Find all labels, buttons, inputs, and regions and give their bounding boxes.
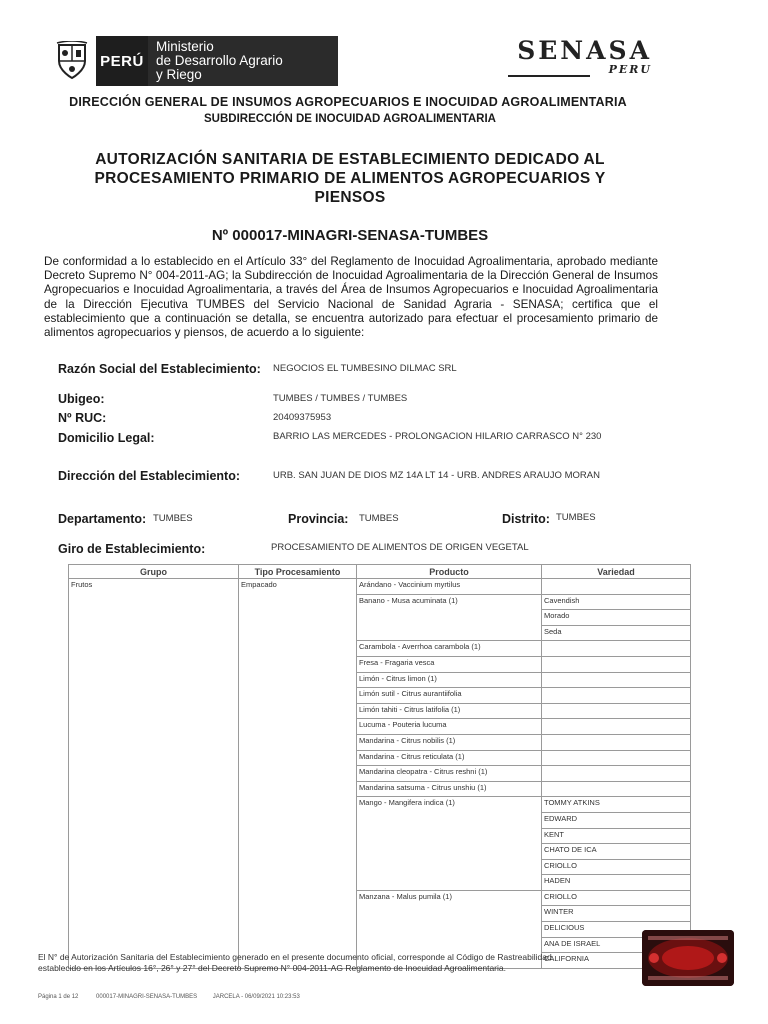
table-row (69, 719, 691, 735)
ministry-line-1: Ministerio (156, 39, 214, 54)
cell-variedad (542, 719, 691, 735)
table-header-row (69, 565, 691, 579)
cell-grupo (69, 641, 239, 657)
footer-code: 000017-MINAGRI-SENASA-TUMBES (96, 994, 198, 1000)
cell-tipo (239, 781, 357, 797)
senasa-peru: PERU (608, 63, 652, 76)
cell-producto: Limón tahiti - Citrus latifolia (1) (357, 703, 542, 719)
cell-tipo (239, 906, 357, 922)
ruc-label: Nº RUC: (58, 411, 107, 425)
table-row (69, 828, 691, 844)
giro-value: PROCESAMIENTO DE ALIMENTOS DE ORIGEN VEGETAL (271, 542, 529, 553)
distrito-value: TUMBES (556, 512, 596, 523)
cell-variedad (542, 781, 691, 797)
senasa-name: SENASA (517, 36, 652, 65)
footer-user-date: JARCELA - 06/09/2021 10:23:53 (212, 994, 300, 1000)
razon-label: Razón Social del Establecimiento: (58, 362, 261, 376)
departamento-value: TUMBES (153, 513, 193, 524)
cell-tipo (239, 625, 357, 641)
table-row (69, 579, 691, 595)
cell-producto (357, 922, 542, 938)
cell-producto: Limón - Citrus limon (1) (357, 672, 542, 688)
table-row (69, 750, 691, 766)
cell-variedad: Cavendish (542, 594, 691, 610)
cell-grupo (69, 906, 239, 922)
table-row (69, 937, 691, 953)
cell-variedad: WINTER (542, 906, 691, 922)
cell-producto: Mandarina - Citrus reticulata (1) (357, 750, 542, 766)
cell-variedad (542, 734, 691, 750)
title-line-1: AUTORIZACIÓN SANITARIA DE ESTABLECIMIENTO DEDICADO AL (95, 151, 605, 168)
cell-grupo (69, 797, 239, 813)
direccion-label: Dirección del Establecimiento: (58, 469, 240, 483)
cell-grupo (69, 937, 239, 953)
cell-grupo (69, 625, 239, 641)
cell-grupo (69, 656, 239, 672)
domicilio-label: Domicilio Legal: (58, 431, 155, 445)
footer-note: El N° de Autorización Sanitaria del Establecimiento generado en el presente documento oficial, corresponde al Código de Rastreabilidad establecido en los Artículos 16°, 26° y 27° del Decreto Supremo N° 004-2011-AG Reglamento de Inocuidad Agroalimentaria. (38, 952, 552, 973)
cell-grupo: Frutos (69, 579, 239, 595)
cell-tipo (239, 766, 357, 782)
ministry-logo (48, 36, 338, 86)
cell-producto (357, 828, 542, 844)
cell-tipo (239, 688, 357, 704)
ministry-line-2: de Desarrollo Agrario (156, 53, 283, 68)
cell-tipo (239, 656, 357, 672)
cell-tipo (239, 844, 357, 860)
cell-variedad (542, 703, 691, 719)
giro-label: Giro de Establecimiento: (58, 542, 206, 556)
cell-grupo (69, 703, 239, 719)
direccion-value: URB. SAN JUAN DE DIOS MZ 14A LT 14 - URB. ANDRES ARAUJO MORAN (273, 470, 600, 481)
cell-producto: Mandarina cleopatra - Citrus reshni (1) (357, 766, 542, 782)
table-row (69, 875, 691, 891)
cell-variedad (542, 579, 691, 595)
cell-tipo: Empacado (239, 579, 357, 595)
cell-tipo (239, 750, 357, 766)
cell-grupo (69, 610, 239, 626)
cell-producto (357, 875, 542, 891)
cell-grupo (69, 594, 239, 610)
table-row (69, 672, 691, 688)
table-row (69, 859, 691, 875)
ministry-line-3: y Riego (156, 67, 202, 82)
cell-producto (357, 610, 542, 626)
cell-tipo (239, 797, 357, 813)
table-row (69, 656, 691, 672)
table-row (69, 594, 691, 610)
table-row (69, 641, 691, 657)
cell-variedad (542, 641, 691, 657)
table-row (69, 688, 691, 704)
cell-tipo (239, 875, 357, 891)
cell-variedad: DELICIOUS (542, 922, 691, 938)
table-row (69, 610, 691, 626)
table-body (69, 579, 691, 969)
cell-variedad (542, 750, 691, 766)
cell-variedad: TOMMY ATKINS (542, 797, 691, 813)
table-row (69, 734, 691, 750)
cell-variedad: Morado (542, 610, 691, 626)
cell-variedad: EDWARD (542, 812, 691, 828)
cell-variedad: CHATO DE ICA (542, 844, 691, 860)
table-row (69, 625, 691, 641)
table-row (69, 812, 691, 828)
cell-producto: Arándano - Vaccinium myrtilus (357, 579, 542, 595)
cell-producto: Lucuma - Pouteria lucuma (357, 719, 542, 735)
table-row (69, 906, 691, 922)
cell-tipo (239, 610, 357, 626)
header-producto: Producto (357, 565, 542, 579)
cell-variedad: KENT (542, 828, 691, 844)
cell-tipo (239, 672, 357, 688)
departamento-label: Departamento: (58, 512, 147, 526)
ruc-value: 20409375953 (273, 412, 332, 423)
cell-grupo (69, 719, 239, 735)
certificate-number: Nº 000017-MINAGRI-SENASA-TUMBES (211, 227, 489, 244)
cell-producto (357, 625, 542, 641)
provincia-value: TUMBES (359, 513, 399, 524)
footer-page: Página 1 de 12 (38, 994, 79, 1000)
cell-grupo (69, 812, 239, 828)
header-variedad: Variedad (542, 565, 691, 579)
cell-producto (357, 859, 542, 875)
cell-tipo (239, 812, 357, 828)
senasa-logo (502, 36, 652, 76)
cell-tipo (239, 828, 357, 844)
body-paragraph: De conformidad a lo establecido en el Artículo 33° del Reglamento de Inocuidad Agroalimentaria, aprobado mediante Decreto Supremo N° 004-2011-AG; la Subdirección de Inocuidad Agroalimentaria de la Dirección General de Insumos Agropecuarios e Inocuidad Agroalimentaria, a través del Área de Insumos Agropecuarios e Inocuidad Agroalimentaria de la Dirección Ejecutiva TUMBES del Servicio Nacional de Sanidad Agraria - SENASA; certifica que el establecimiento que a continuación se detalla, se encuentra autorizado para efectuar el procesamiento primario de alimentos agropecuarios y piensos, de acuerdo a lo siguiente: (44, 255, 658, 340)
cell-producto: Banano - Musa acuminata (1) (357, 594, 542, 610)
provincia-label: Provincia: (288, 512, 349, 526)
cell-tipo (239, 703, 357, 719)
cell-grupo (69, 844, 239, 860)
cell-grupo (69, 734, 239, 750)
cell-grupo (69, 750, 239, 766)
table-row (69, 890, 691, 906)
cell-tipo (239, 594, 357, 610)
cell-tipo (239, 859, 357, 875)
cell-variedad (542, 672, 691, 688)
cell-producto: Mango - Mangifera indica (1) (357, 797, 542, 813)
cell-grupo (69, 688, 239, 704)
cell-variedad: CRIOLLO (542, 859, 691, 875)
footer-meta (38, 994, 300, 1000)
ubigeo-value: TUMBES / TUMBES / TUMBES (273, 393, 408, 404)
table-row (69, 797, 691, 813)
senasa-rule (508, 75, 590, 77)
cell-grupo (69, 890, 239, 906)
cell-variedad (542, 688, 691, 704)
cell-grupo (69, 766, 239, 782)
cell-grupo (69, 875, 239, 891)
table-row (69, 922, 691, 938)
cell-producto: Mandarina - Citrus nobilis (1) (357, 734, 542, 750)
cell-grupo (69, 828, 239, 844)
cell-grupo (69, 781, 239, 797)
table-row (69, 703, 691, 719)
cell-producto: Limón sutil - Citrus aurantiifolia (357, 688, 542, 704)
cell-variedad: Seda (542, 625, 691, 641)
ministry-name (148, 36, 338, 86)
cell-variedad (542, 766, 691, 782)
table-row (69, 766, 691, 782)
header-tipo: Tipo Procesamiento (239, 565, 357, 579)
cell-variedad: CRIOLLO (542, 890, 691, 906)
cell-tipo (239, 922, 357, 938)
title-line-3: PIENSOS (314, 189, 386, 206)
hologram-seal (642, 930, 734, 986)
cell-tipo (239, 734, 357, 750)
cell-tipo (239, 890, 357, 906)
cell-variedad (542, 656, 691, 672)
peru-label: PERÚ (96, 36, 148, 86)
cell-tipo (239, 641, 357, 657)
cell-producto (357, 844, 542, 860)
title-line-2: PROCESAMIENTO PRIMARIO DE ALIMENTOS AGROPECUARIOS Y (94, 170, 606, 187)
products-table (68, 564, 688, 969)
direction-heading: DIRECCIÓN GENERAL DE INSUMOS AGROPECUARIOS E INOCUIDAD AGROALIMENTARIA (69, 95, 627, 109)
cell-tipo (239, 937, 357, 953)
cell-producto (357, 812, 542, 828)
cell-variedad: HADEN (542, 875, 691, 891)
ubigeo-label: Ubigeo: (58, 392, 105, 406)
cell-tipo (239, 719, 357, 735)
razon-value: NEGOCIOS EL TUMBESINO DILMAC SRL (273, 363, 457, 374)
cell-producto: Manzana - Malus pumila (1) (357, 890, 542, 906)
cell-grupo (69, 922, 239, 938)
coat-of-arms-icon (48, 36, 96, 86)
cell-grupo (69, 672, 239, 688)
distrito-label: Distrito: (502, 512, 550, 526)
cell-producto (357, 906, 542, 922)
table-row (69, 781, 691, 797)
cell-producto: Carambola - Averrhoa carambola (1) (357, 641, 542, 657)
cell-variedad: ANA DE ISRAEL (542, 937, 691, 953)
cell-grupo (69, 859, 239, 875)
domicilio-value: BARRIO LAS MERCEDES - PROLONGACION HILARIO CARRASCO N° 230 (273, 431, 602, 442)
cell-producto: Mandarina satsuma - Citrus unshiu (1) (357, 781, 542, 797)
cell-variedad: CALIFORNIA (542, 953, 691, 969)
header-grupo: Grupo (69, 565, 239, 579)
cell-producto (357, 937, 542, 953)
cell-producto: Fresa - Fragaria vesca (357, 656, 542, 672)
document-title (40, 150, 660, 207)
subdirection-heading: SUBDIRECCIÓN DE INOCUIDAD AGROALIMENTARIA (204, 113, 496, 125)
table-row (69, 844, 691, 860)
